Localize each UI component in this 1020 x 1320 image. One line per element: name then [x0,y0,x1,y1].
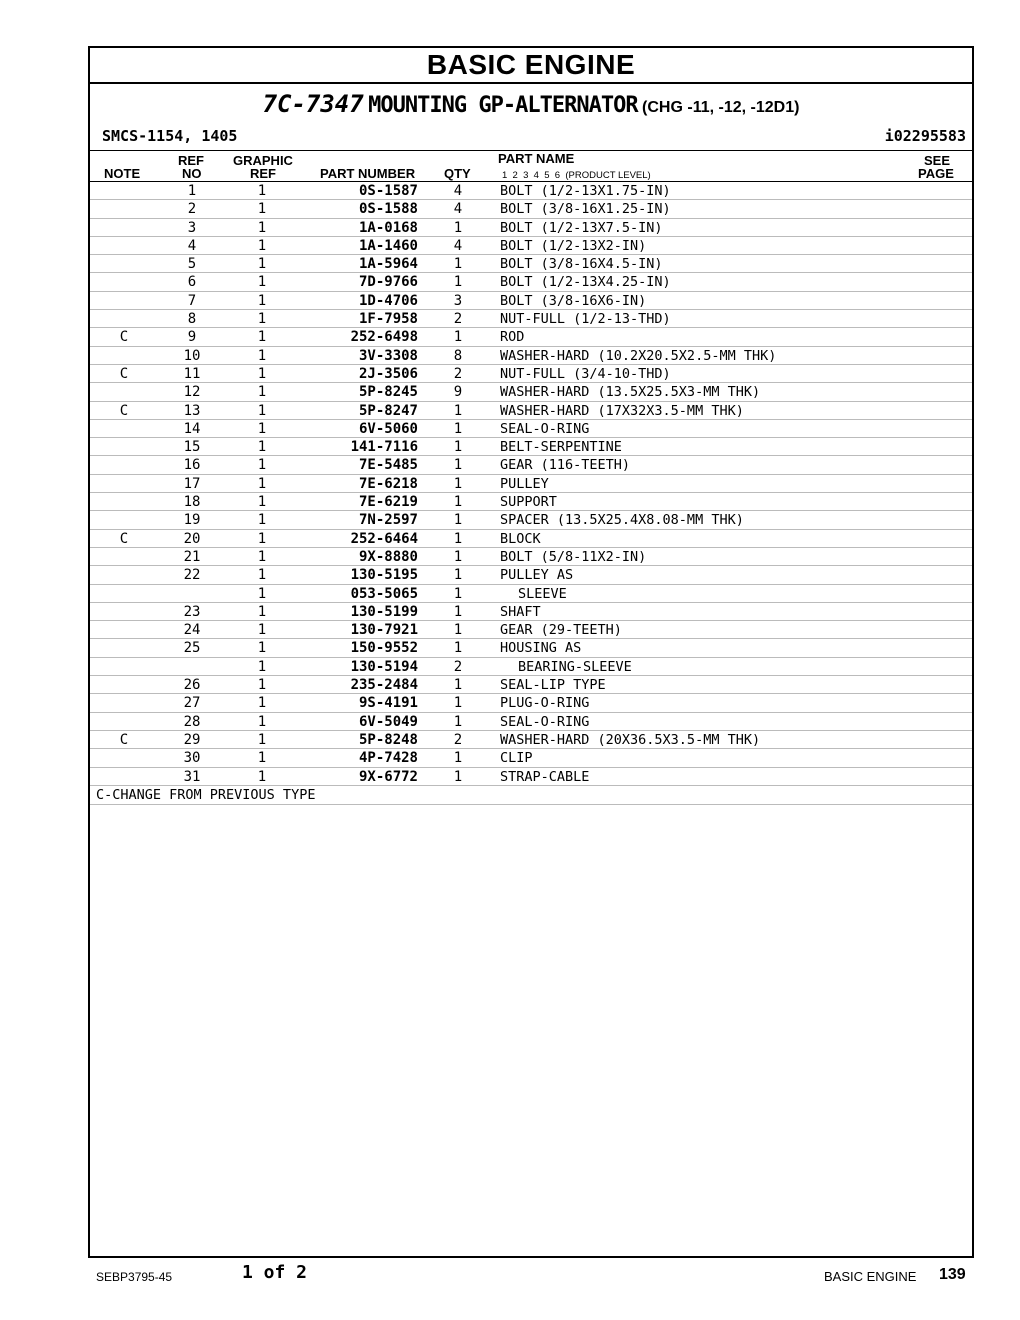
graphic-ref-cell: 1 [257,585,267,602]
group-name: MOUNTING GP-ALTERNATOR [368,93,638,118]
part-number-cell: 130-5194 [350,658,418,675]
header-ref-top: REF [178,153,204,168]
graphic-ref-cell: 1 [257,475,267,492]
graphic-ref-cell: 1 [257,567,267,584]
header-note: NOTE [104,166,141,181]
part-name-cell: GEAR (29-TEETH) [500,622,622,639]
part-name-cell: NUT-FULL (1/2-13-THD) [500,311,671,328]
part-number-cell: 4P-7428 [358,750,418,767]
part-number-cell: 252-6464 [350,530,418,547]
part-number-cell: 235-2484 [350,677,418,694]
part-number-cell: 6V-5060 [358,420,418,437]
ref-no-cell: 17 [183,475,201,492]
qty-cell: 3 [453,292,463,309]
table-row [90,621,972,639]
graphic-ref-cell: 1 [257,713,267,730]
part-number-cell: 7E-5485 [358,457,418,474]
ref-no-cell: 18 [183,494,201,511]
part-number-cell: 5P-8247 [358,402,418,419]
graphic-ref-cell: 1 [257,457,267,474]
qty-cell: 1 [453,219,463,236]
table-row [90,676,972,694]
part-name-cell: ROD [500,329,525,346]
ref-no-cell: 23 [183,603,201,620]
graphic-ref-cell: 1 [257,384,267,401]
part-number-cell: 5P-8245 [358,384,418,401]
ref-no-cell: 15 [183,439,201,456]
part-number-cell: 7E-6218 [358,475,418,492]
part-name-cell: BOLT (1/2-13X4.25-IN) [500,274,671,291]
header-see-bottom: PAGE [918,166,954,181]
ref-no-cell: 14 [183,420,201,437]
part-name-cell: BOLT (5/8-11X2-IN) [500,548,647,565]
table-row [90,530,972,548]
qty-cell: 1 [453,622,463,639]
ref-no-cell: 30 [183,750,201,767]
note-cell: C [119,731,129,748]
qty-cell: 1 [453,475,463,492]
table-row [90,383,972,401]
graphic-ref-cell: 1 [257,512,267,529]
part-name-cell: BOLT (1/2-13X1.75-IN) [500,183,671,199]
part-name-cell: SPACER (13.5X25.4X8.08-MM THK) [500,512,744,529]
section-title: BASIC ENGINE [90,48,972,84]
part-number-cell: 053-5065 [350,585,418,602]
ref-no-cell: 28 [183,713,201,730]
ref-no-cell: 26 [183,677,201,694]
ref-no-cell: 7 [187,292,197,309]
ref-no-cell: 24 [183,622,201,639]
part-name-cell: SHAFT [500,603,541,620]
part-name-cell: WASHER-HARD (20X36.5X3.5-MM THK) [500,731,761,748]
footnote: C-CHANGE FROM PREVIOUS TYPE [90,786,972,805]
footer-page-of: 1 of 2 [242,1262,308,1283]
graphic-ref-cell: 1 [257,677,267,694]
part-number-cell: 6V-5049 [358,713,418,730]
graphic-ref-cell: 1 [257,365,267,382]
part-number-cell: 3V-3308 [358,347,418,364]
part-name-cell: BOLT (3/8-16X4.5-IN) [500,256,663,273]
group-change-codes: (CHG -11, -12, -12D1) [642,99,800,116]
qty-cell: 1 [453,548,463,565]
ref-no-cell: 4 [187,237,197,254]
graphic-ref-cell: 1 [257,347,267,364]
part-number-cell: 0S-1587 [358,183,418,199]
qty-cell: 1 [453,677,463,694]
part-name-cell: BELT-SERPENTINE [500,439,622,456]
qty-cell: 1 [453,402,463,419]
ref-no-cell: 5 [187,256,197,273]
table-row [90,310,972,328]
part-name-cell: PULLEY [500,475,549,492]
part-number-cell: 130-5195 [350,567,418,584]
table-row [90,255,972,273]
part-number-cell: 1A-0168 [358,219,418,236]
qty-cell: 1 [453,512,463,529]
parts-page-frame [88,46,974,1258]
qty-cell: 1 [453,640,463,657]
qty-cell: 1 [453,256,463,273]
graphic-ref-cell: 1 [257,329,267,346]
qty-cell: 1 [453,530,463,547]
graphic-ref-cell: 1 [257,311,267,328]
part-name-cell: BOLT (1/2-13X7.5-IN) [500,219,663,236]
part-name-cell: BEARING-SLEEVE [518,658,632,675]
graphic-ref-cell: 1 [257,731,267,748]
header-ref-bottom: NO [182,166,202,181]
table-row [90,237,972,255]
part-name-cell: CLIP [500,750,533,767]
ref-no-cell: 3 [187,219,197,236]
qty-cell: 2 [453,365,463,382]
part-number-cell: 7E-6219 [358,494,418,511]
part-number-cell: 141-7116 [350,439,418,456]
header-graphic-bottom: REF [250,166,276,181]
note-cell: C [119,402,129,419]
qty-cell: 1 [453,439,463,456]
ref-no-cell: 12 [183,384,201,401]
graphic-ref-cell: 1 [257,219,267,236]
part-number-cell: 130-7921 [350,622,418,639]
header-part-number: PART NUMBER [320,166,416,181]
part-name-cell: BLOCK [500,530,541,547]
qty-cell: 1 [453,567,463,584]
part-name-cell: SLEEVE [518,585,567,602]
table-row [90,273,972,291]
part-name-cell: WASHER-HARD (10.2X20.5X2.5-MM THK) [500,347,777,364]
ref-no-cell: 16 [183,457,201,474]
graphic-ref-cell: 1 [257,439,267,456]
part-name-cell: SEAL-O-RING [500,713,590,730]
graphic-ref-cell: 1 [257,420,267,437]
qty-cell: 1 [453,274,463,291]
table-row [90,768,972,786]
table-row [90,347,972,365]
part-name-cell: SEAL-O-RING [500,420,590,437]
qty-cell: 1 [453,768,463,785]
part-name-cell: PULLEY AS [500,567,574,584]
header-part-name: PART NAME [498,151,575,166]
part-name-cell: HOUSING AS [500,640,582,657]
qty-cell: 4 [453,201,463,218]
table-row [90,200,972,218]
graphic-ref-cell: 1 [257,530,267,547]
header-graphic-top: GRAPHIC [233,153,293,168]
qty-cell: 2 [453,731,463,748]
table-row [90,402,972,420]
part-name-cell: BOLT (3/8-16X1.25-IN) [500,201,671,218]
part-number-cell: 9X-8880 [358,548,418,565]
table-row [90,420,972,438]
part-name-cell: SUPPORT [500,494,557,511]
qty-cell: 1 [453,420,463,437]
part-number-cell: 150-9552 [350,640,418,657]
graphic-ref-cell: 1 [257,695,267,712]
part-name-cell: GEAR (116-TEETH) [500,457,631,474]
part-number-cell: 1A-1460 [358,237,418,254]
ref-no-cell: 1 [187,183,197,199]
ref-no-cell: 22 [183,567,201,584]
qty-cell: 2 [453,311,463,328]
part-number-cell: 130-5199 [350,603,418,620]
part-number-cell: 7N-2597 [358,512,418,529]
qty-cell: 1 [453,329,463,346]
part-number-cell: 0S-1588 [358,201,418,218]
part-number-cell: 7D-9766 [358,274,418,291]
qty-cell: 1 [453,603,463,620]
ref-no-cell: 9 [187,329,197,346]
note-cell: C [119,329,129,346]
qty-cell: 1 [453,695,463,712]
part-number-cell: 1A-5964 [358,256,418,273]
qty-cell: 1 [453,713,463,730]
table-row [90,603,972,621]
table-row [90,511,972,529]
illustration-id: i02295583 [884,127,966,145]
parts-list [90,182,972,786]
ref-no-cell: 13 [183,402,201,419]
part-name-cell: PLUG-O-RING [500,695,590,712]
table-header [90,151,972,182]
ref-no-cell: 10 [183,347,201,364]
smcs-row [90,124,972,151]
ref-no-cell: 31 [183,768,201,785]
graphic-ref-cell: 1 [257,640,267,657]
table-row [90,365,972,383]
graphic-ref-cell: 1 [257,622,267,639]
part-number-cell: 1F-7958 [358,311,418,328]
part-name-cell: WASHER-HARD (17X32X3.5-MM THK) [500,402,744,419]
ref-no-cell: 21 [183,548,201,565]
graphic-ref-cell: 1 [257,768,267,785]
graphic-ref-cell: 1 [257,494,267,511]
table-row [90,694,972,712]
part-name-cell: SEAL-LIP TYPE [500,677,606,694]
table-row [90,566,972,584]
footer-section: BASIC ENGINE [824,1269,917,1284]
table-row [90,438,972,456]
qty-cell: 1 [453,750,463,767]
footer-doc-id: SEBP3795-45 [96,1270,173,1284]
graphic-ref-cell: 1 [257,603,267,620]
part-name-cell: NUT-FULL (3/4-10-THD) [500,365,671,382]
qty-cell: 9 [453,384,463,401]
smcs-code: SMCS-1154, 1405 [102,127,238,145]
table-row [90,292,972,310]
ref-no-cell: 11 [183,365,201,382]
footer-page-number: 139 [939,1266,966,1283]
table-row [90,749,972,767]
qty-cell: 1 [453,494,463,511]
ref-no-cell: 8 [187,311,197,328]
part-number-cell: 9X-6772 [358,768,418,785]
part-number-cell: 2J-3506 [358,365,418,382]
table-row [90,328,972,346]
header-qty: QTY [444,166,471,181]
group-title [90,84,972,124]
qty-cell: 1 [453,457,463,474]
graphic-ref-cell: 1 [257,256,267,273]
graphic-ref-cell: 1 [257,658,267,675]
graphic-ref-cell: 1 [257,237,267,254]
graphic-ref-cell: 1 [257,183,267,199]
part-number-cell: 9S-4191 [358,695,418,712]
part-name-cell: STRAP-CABLE [500,768,590,785]
ref-no-cell: 29 [183,731,201,748]
table-row [90,585,972,603]
ref-no-cell: 19 [183,512,201,529]
ref-no-cell: 27 [183,695,201,712]
table-row [90,219,972,237]
ref-no-cell: 25 [183,640,201,657]
header-see-top: SEE [924,153,951,168]
group-part-number: 7C-7347 [262,90,364,118]
note-cell: C [119,530,129,547]
part-name-cell: BOLT (1/2-13X2-IN) [500,237,647,254]
qty-cell: 2 [453,658,463,675]
graphic-ref-cell: 1 [257,274,267,291]
table-row [90,493,972,511]
part-name-cell: WASHER-HARD (13.5X25.5X3-MM THK) [500,384,761,401]
header-product-levels: 1 2 3 4 5 6 (PRODUCT LEVEL) [502,170,651,181]
table-row [90,658,972,676]
qty-cell: 1 [453,585,463,602]
qty-cell: 8 [453,347,463,364]
part-number-cell: 5P-8248 [358,731,418,748]
table-row [90,456,972,474]
note-cell: C [119,365,129,382]
part-number-cell: 252-6498 [350,329,418,346]
part-name-cell: BOLT (3/8-16X6-IN) [500,292,647,309]
ref-no-cell: 6 [187,274,197,291]
graphic-ref-cell: 1 [257,292,267,309]
table-row [90,639,972,657]
ref-no-cell: 2 [187,201,197,218]
ref-no-cell: 20 [183,530,201,547]
table-row [90,182,972,200]
graphic-ref-cell: 1 [257,402,267,419]
graphic-ref-cell: 1 [257,548,267,565]
table-row [90,713,972,731]
part-number-cell: 1D-4706 [358,292,418,309]
graphic-ref-cell: 1 [257,201,267,218]
graphic-ref-cell: 1 [257,750,267,767]
qty-cell: 4 [453,237,463,254]
qty-cell: 4 [453,183,463,199]
table-row [90,548,972,566]
table-row [90,731,972,749]
table-row [90,475,972,493]
